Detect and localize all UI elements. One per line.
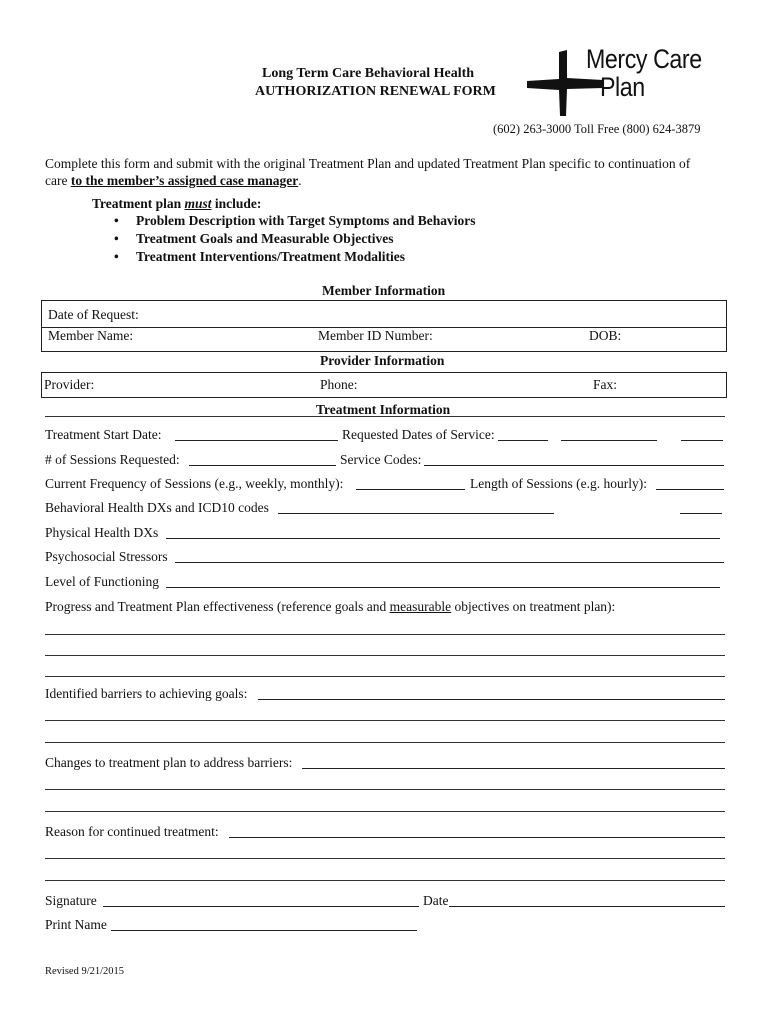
signature-line[interactable] — [103, 906, 419, 907]
logo-text-line1: Mercy Care — [586, 44, 702, 74]
changes-line[interactable] — [302, 768, 725, 769]
section-divider — [45, 416, 725, 417]
service-codes-label: Service Codes: — [340, 452, 422, 467]
requested-dates-line[interactable] — [681, 440, 723, 441]
member-id-field[interactable]: Member ID Number: — [318, 328, 433, 343]
progress-line[interactable] — [45, 676, 725, 677]
revision-date: Revised 9/21/2015 — [45, 966, 125, 977]
bh-dx-line[interactable] — [680, 513, 722, 514]
functioning-label: Level of Functioning — [45, 574, 159, 589]
signature-date-label: Date — [423, 893, 449, 908]
requested-dates-line[interactable] — [561, 440, 657, 441]
frequency-line[interactable] — [356, 489, 465, 490]
provider-info-heading: Provider Information — [320, 353, 445, 368]
member-info-box — [41, 300, 727, 352]
signature-label: Signature — [45, 893, 97, 908]
changes-label: Changes to treatment plan to address barriers: — [45, 755, 293, 770]
member-info-heading: Member Information — [322, 283, 446, 298]
physical-dx-line[interactable] — [166, 538, 720, 539]
session-length-label: Length of Sessions (e.g. hourly): — [470, 476, 647, 491]
barriers-line[interactable] — [45, 720, 725, 721]
contact-phone: (602) 263-3000 Toll Free (800) 624-3879 — [493, 122, 701, 136]
logo-text-line2: Plan — [600, 72, 645, 102]
bh-dx-line[interactable] — [278, 513, 554, 514]
physical-dx-label: Physical Health DXs — [45, 525, 159, 540]
session-length-line[interactable] — [656, 489, 724, 490]
barriers-line[interactable] — [258, 699, 725, 700]
frequency-label: Current Frequency of Sessions (e.g., weekly, monthly): — [45, 476, 344, 491]
reason-label: Reason for continued treatment: — [45, 824, 219, 839]
stressors-line[interactable] — [175, 562, 724, 563]
sessions-requested-label: # of Sessions Requested: — [45, 452, 180, 467]
barriers-line[interactable] — [45, 742, 725, 743]
functioning-line[interactable] — [166, 587, 720, 588]
treatment-plan-heading: Treatment plan must include: — [92, 196, 262, 211]
signature-date-line[interactable] — [449, 906, 725, 907]
reason-line[interactable] — [45, 880, 725, 881]
treatment-info-heading: Treatment Information — [316, 402, 451, 417]
provider-phone-field[interactable]: Phone: — [320, 377, 358, 392]
progress-line[interactable] — [45, 655, 725, 656]
intro-text-line2: care to the member’s assigned case manager. — [45, 173, 302, 188]
bh-dx-label: Behavioral Health DXs and ICD10 codes — [45, 500, 269, 515]
provider-field[interactable]: Provider: — [44, 377, 95, 392]
print-name-label: Print Name — [45, 917, 107, 932]
date-of-request-field[interactable]: Date of Request: — [48, 307, 139, 322]
reason-line[interactable] — [229, 837, 725, 838]
treatment-plan-requirements — [114, 212, 476, 266]
provider-fax-field[interactable]: Fax: — [593, 377, 618, 392]
list-item: • Problem Description with Target Symptoms and Behaviors — [114, 212, 476, 230]
print-name-line[interactable] — [111, 930, 417, 931]
progress-label: Progress and Treatment Plan effectiveness (reference goals and measurable objectives on treatment plan): — [45, 599, 616, 614]
requested-dates-label: Requested Dates of Service: — [342, 427, 495, 442]
start-date-line[interactable] — [175, 440, 338, 441]
form-title-line2: AUTHORIZATION RENEWAL FORM — [255, 84, 496, 99]
intro-text-line1: Complete this form and submit with the original Treatment Plan and updated Treatment Plan specific to continuation of — [45, 156, 691, 171]
service-codes-line[interactable] — [424, 465, 724, 466]
changes-line[interactable] — [45, 811, 725, 812]
form-title-line1: Long Term Care Behavioral Health — [262, 66, 475, 81]
member-name-field[interactable]: Member Name: — [48, 328, 134, 343]
dob-field[interactable]: DOB: — [589, 328, 622, 343]
requested-dates-line[interactable] — [498, 440, 548, 441]
changes-line[interactable] — [45, 789, 725, 790]
sessions-requested-line[interactable] — [189, 465, 336, 466]
stressors-label: Psychosocial Stressors — [45, 549, 168, 564]
progress-line[interactable] — [45, 634, 725, 635]
barriers-label: Identified barriers to achieving goals: — [45, 686, 248, 701]
reason-line[interactable] — [45, 858, 725, 859]
list-item: • Treatment Interventions/Treatment Modalities — [114, 248, 476, 266]
provider-info-box — [41, 372, 727, 398]
start-date-label: Treatment Start Date: — [45, 427, 162, 442]
list-item: • Treatment Goals and Measurable Objectives — [114, 230, 476, 248]
